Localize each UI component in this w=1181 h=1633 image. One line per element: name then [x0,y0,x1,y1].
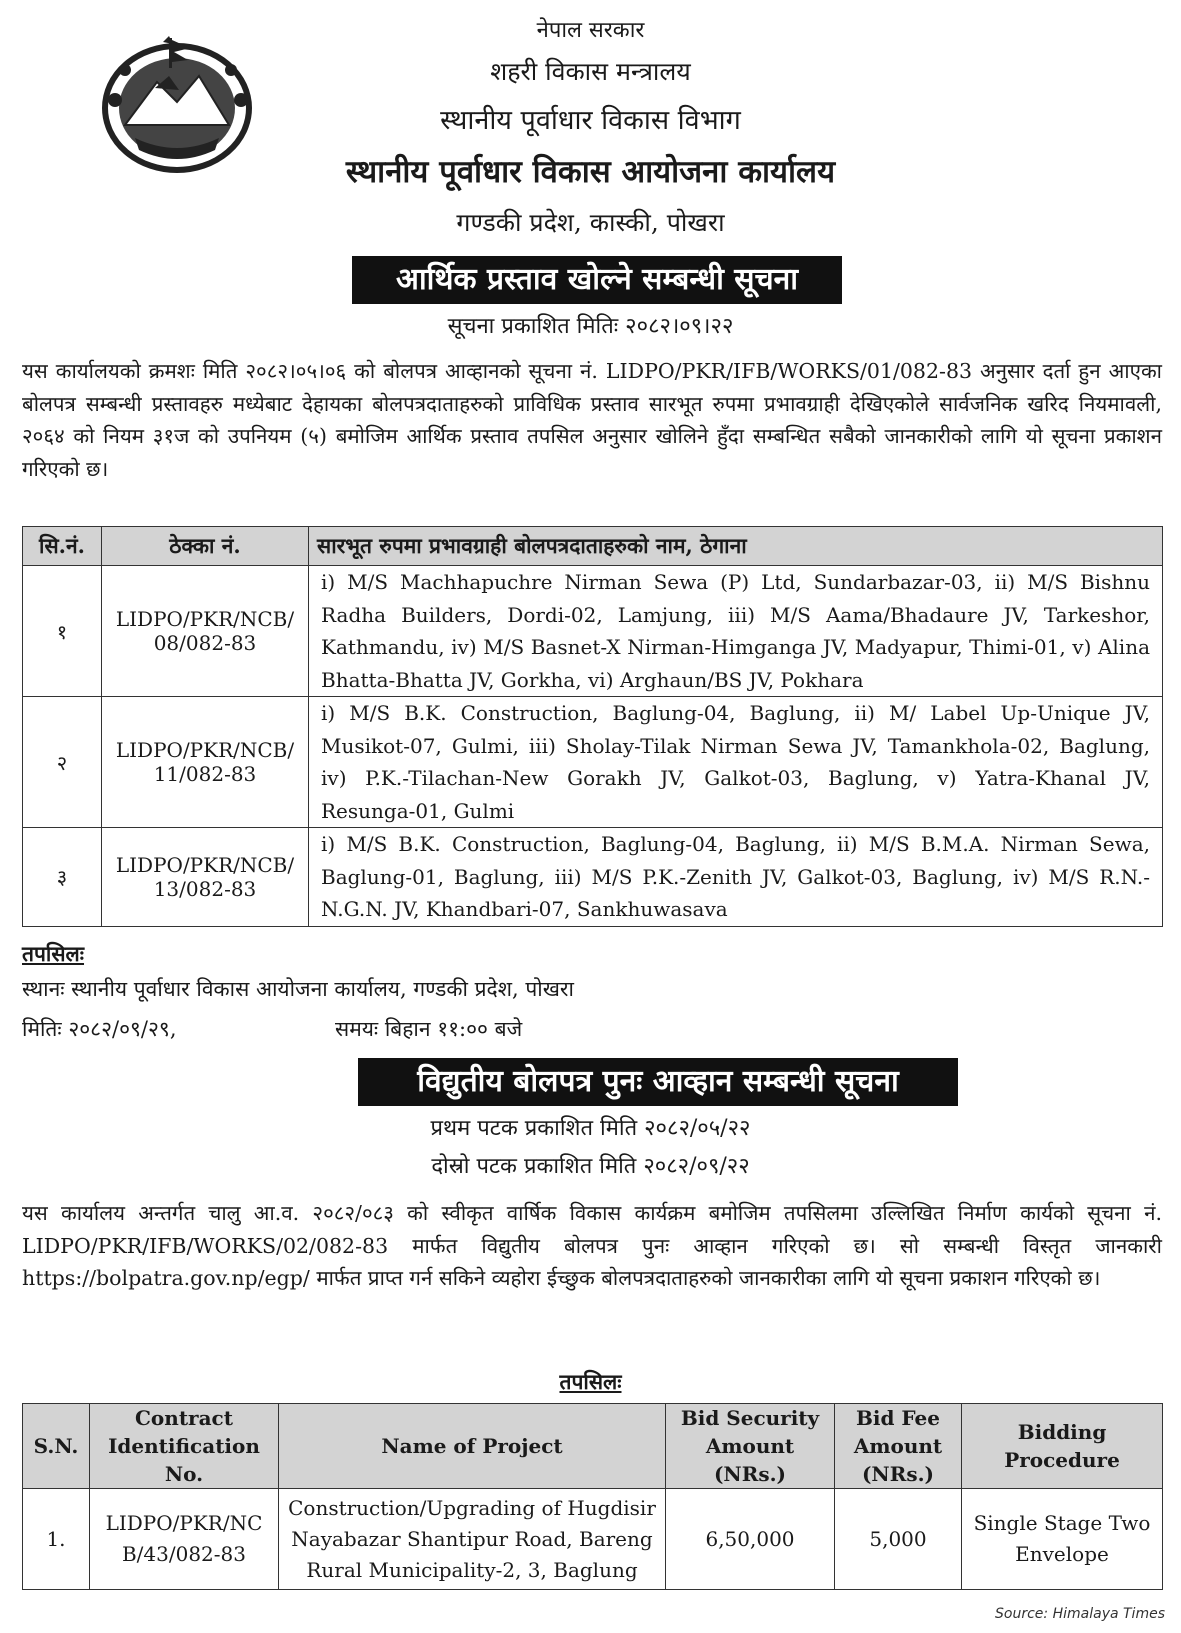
row-sn: २ [23,697,102,828]
notice1-published: सूचना प्रकाशित मितिः २०८२।०९।२२ [447,314,734,339]
row-bid-fee: 5,000 [835,1489,962,1590]
row-sn: ३ [23,828,102,927]
row-contract-id: LIDPO/PKR/NC B/43/082-83 [90,1489,279,1590]
row-bid-security: 6,50,000 [666,1489,835,1590]
col-project: Name of Project [279,1404,666,1489]
notice1-details-label: तपसिलः [22,941,85,966]
notice1-date: मितिः २०८२/०९/२९, [22,1017,177,1041]
row-sn: 1. [23,1489,90,1590]
notice2-details-label: तपसिलः [559,1369,622,1394]
col-contract-id: Contract Identification No. [90,1404,279,1489]
row-contract: LIDPO/PKR/NCB/ 08/082-83 [102,566,309,697]
table-row [23,828,1163,927]
table-row [23,1489,1163,1590]
col-sn: सि.नं. [23,527,102,566]
notice2-second-published: दोस्रो पटक प्रकाशित मिति २०८२/०९/२२ [431,1154,750,1179]
row-names: i) M/S B.K. Construction, Baglung-04, Baglung, ii) M/ Label Up-Unique JV, Musikot-07, Gulmi, iii) Sholay-Tilak Nirman Sewa JV, Tamankhola-02, Baglung, iv) P.K.-Tilachan-New Gorakh JV, Galkot-03, Baglung, v) Yatra-Khanal JV, Resunga-01, Gulmi [309,697,1163,828]
header-office: स्थानीय पूर्वाधार विकास आयोजना कार्यालय [345,154,836,190]
table-header-row [23,527,1163,566]
row-names: i) M/S Machhapuchre Nirman Sewa (P) Ltd, Sundarbazar-03, ii) M/S Bishnu Radha Builders, Dordi-02, Lamjung, iii) M/S Aama/Bhadaure JV, Tarkeshor, Kathmandu, iv) M/S Basnet-X Nirman-Himganga JV, Madyapur, Thimi-01, v) Alina Bhatta-Bhatta JV, Gorkha, vi) Arghaun/BS JV, Pokhara [309,566,1163,697]
header-ministry: शहरी विकास मन्त्रालय [490,57,691,86]
source-credit: Source: Himalaya Times [995,1606,1165,1622]
notice1-body: यस कार्यालयको क्रमशः मिति २०८२।०५।०६ को बोलपत्र आव्हानको सूचना नं. LIDPO/PKR/IFB/WORKS/01/082-83 अनुसार दर्ता हुन आएका बोलपत्र सम्बन्धी प्रस्तावहरु मध्येबाट देहायका बोलपत्रदाताहरुको प्राविधिक प्रस्ताव सारभूत रुपमा प्रभावग्राही देखिएकोले सार्वजनिक खरिद नियमावली, २०६४ को नियम ३१ज को उपनियम (५) बमोजिम आर्थिक प्रस्ताव तपसिल अनुसार खोलिने हुँदा सम्बन्धित सबैको जानकारीको लागि यो सूचना प्रकाशन गरिएको छ। [22,359,1162,481]
row-contract: LIDPO/PKR/NCB/ 13/082-83 [102,828,309,927]
col-procedure: Bidding Procedure [962,1404,1163,1489]
row-names: i) M/S B.K. Construction, Baglung-04, Baglung, ii) M/S B.M.A. Nirman Sewa, Baglung-01, Baglung, iii) M/S P.K.-Zenith JV, Galkot-03, Baglung, iv) M/S R.N.-N.G.N. JV, Khandbari-07, Sankhuwasava [309,828,1163,927]
row-project: Construction/Upgrading of Hugdisir Nayabazar Shantipur Road, Bareng Rural Municipality-2, 3, Baglung [279,1489,666,1590]
row-procedure: Single Stage Two Envelope [962,1489,1163,1590]
notice1-title: आर्थिक प्रस्ताव खोल्ने सम्बन्धी सूचना [352,256,842,304]
col-contract: ठेक्का नं. [102,527,309,566]
table-row [23,697,1163,828]
notice2-title: विद्युतीय बोलपत्र पुनः आव्हान सम्बन्धी सूचना [358,1058,958,1106]
header-line-1: नेपाल सरकार [536,18,645,43]
row-contract: LIDPO/PKR/NCB/ 11/082-83 [102,697,309,828]
table-header-row [23,1404,1163,1489]
notice2-body: यस कार्यालय अन्तर्गत चालु आ.व. २०८२/०८३ को स्वीकृत वार्षिक विकास कार्यक्रम बमोजिम तपसिलमा उल्लिखित निर्माण कार्यको सूचना नं. LIDPO/PKR/IFB/WORKS/02/082-83 मार्फत विद्युतीय बोलपत्र पुनः आव्हान गरिएको छ। सो सम्बन्धी विस्तृत जानकारी https://bolpatra.gov.np/egp/ मार्फत प्राप्त गर्न सकिने व्यहोरा ईच्छुक बोलपत्रदाताहरुको जानकारीका लागि यो सूचना प्रकाशन गरिएको छ। [22,1201,1162,1290]
header-address: गण्डकी प्रदेश, कास्की, पोखरा [456,208,725,237]
col-bid-fee: Bid Fee Amount (NRs.) [835,1404,962,1489]
col-sn: S.N. [23,1404,90,1489]
notice2-table [22,1403,1163,1590]
notice1-table [22,526,1163,927]
table-row [23,566,1163,697]
notice1-place: स्थानः स्थानीय पूर्वाधार विकास आयोजना कार्यालय, गण्डकी प्रदेश, पोखरा [22,977,574,1001]
header-department: स्थानीय पूर्वाधार विकास विभाग [440,105,741,136]
col-names: सारभूत रुपमा प्रभावग्राही बोलपत्रदाताहरुको नाम, ठेगाना [309,527,1163,566]
notice1-time: समयः बिहान ११:०० बजे [335,1017,523,1041]
row-sn: १ [23,566,102,697]
notice2-first-published: प्रथम पटक प्रकाशित मिति २०८२/०५/२२ [430,1116,751,1141]
col-bid-security: Bid Security Amount (NRs.) [666,1404,835,1489]
